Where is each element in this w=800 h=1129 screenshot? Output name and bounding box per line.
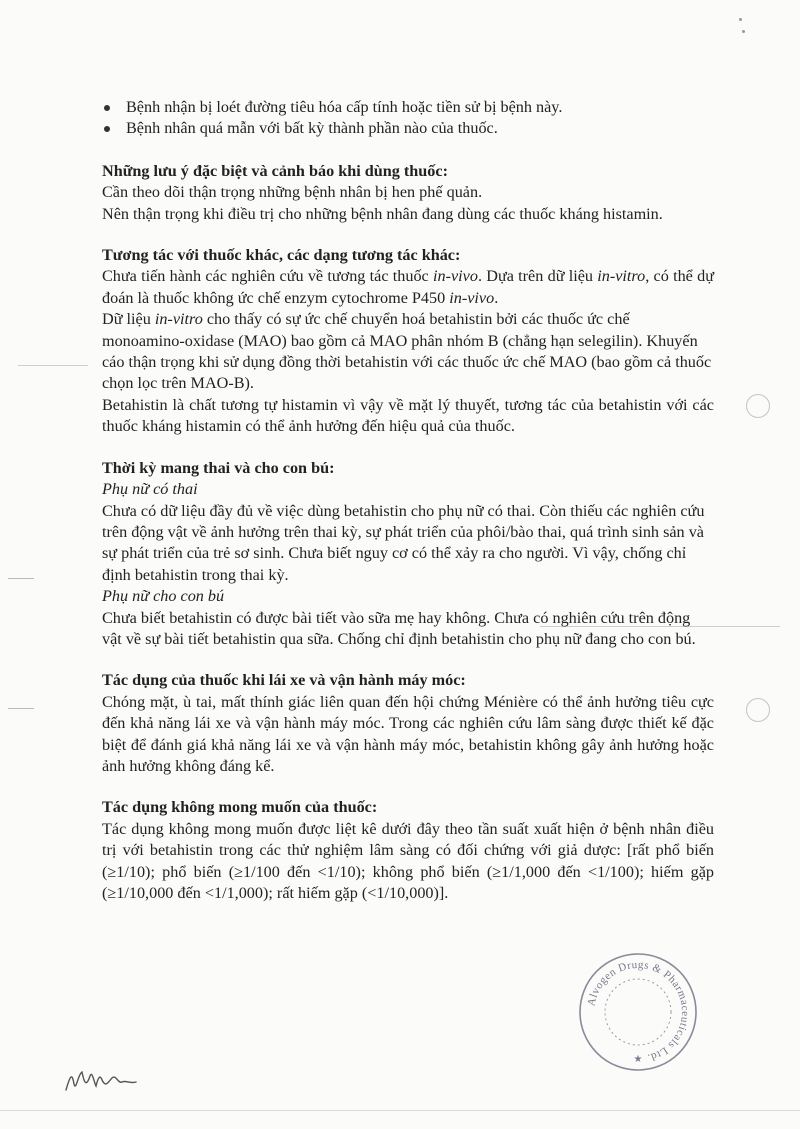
text-run-italic: in-vivo bbox=[449, 288, 495, 307]
driving-heading: Tác dụng của thuốc khi lái xe và vận hành máy móc: bbox=[102, 671, 466, 690]
interactions-paragraph-2 bbox=[102, 309, 714, 395]
breastfeeding-paragraph: Chưa biết betahistin có được bài tiết vào sữa mẹ hay không. Chưa có nghiên cứu trên động vật về sự bài tiết betahistin qua sữa. Chống chỉ định betahistin cho phụ nữ đang cho con bú. bbox=[102, 608, 696, 648]
contraindication-list bbox=[102, 97, 714, 140]
signature bbox=[62, 1062, 142, 1098]
warnings-heading: Những lưu ý đặc biệt và cảnh báo khi dùng thuốc: bbox=[102, 161, 448, 180]
text-run: . bbox=[494, 288, 499, 307]
interactions-section bbox=[102, 245, 714, 438]
adverse-heading: Tác dụng không mong muốn của thuốc: bbox=[102, 798, 378, 817]
driving-section bbox=[102, 670, 714, 777]
list-item: Bệnh nhận bị loét đường tiêu hóa cấp tính hoặc tiền sử bị bệnh này. bbox=[124, 97, 714, 118]
warnings-line-2: Nên thận trọng khi điều trị cho những bệnh nhân đang dùng các thuốc kháng histamin. bbox=[102, 204, 663, 223]
interactions-heading: Tương tác với thuốc khác, các dạng tương tác khác: bbox=[102, 246, 461, 265]
interactions-paragraph-3: Betahistin là chất tương tự histamin vì vậy về mặt lý thuyết, tương tác của betahistin với các thuốc kháng histamin có thể ảnh hưởng đến hiệu quả của thuốc. bbox=[102, 395, 714, 436]
adverse-paragraph: Tác dụng không mong muốn được liệt kê dưới đây theo tần suất xuất hiện ở bệnh nhân điều trị với betahistin trong các thử nghiệm lâm sàng có đối chứng với giả dược: [rất phổ biến (≥1/10); phổ biến (≥1/100 đến <1/10); không phổ biến (≥1/1,000 đến <1/100); hiếm gặp (≥1/10,000 đến <1/1,000); rất hiếm gặp (<1/10,000)]. bbox=[102, 819, 714, 902]
text-run: Chưa tiến hành các nghiên cứu về tương tác thuốc bbox=[102, 267, 433, 286]
interactions-paragraph-1 bbox=[102, 266, 714, 309]
document-body bbox=[102, 97, 714, 904]
warnings-section bbox=[102, 161, 714, 225]
text-run-italic: in-vitro bbox=[154, 310, 203, 329]
pregnancy-section bbox=[102, 458, 714, 651]
punch-hole bbox=[746, 394, 770, 418]
speck bbox=[742, 30, 745, 33]
text-run-italic: in-vitro bbox=[597, 267, 646, 286]
driving-paragraph: Chóng mặt, ù tai, mất thính giác liên quan đến hội chứng Ménière có thể ảnh hưởng tiêu cực đến khả năng lái xe và vận hành máy móc. Trong các nghiên cứu lâm sàng được thiết kế đặc biệt để đánh giá khả năng lái xe và vận hành máy móc, betahistin không gây ảnh hưởng hoặc ảnh hưởng không đáng kể. bbox=[102, 692, 714, 775]
adverse-section bbox=[102, 797, 714, 904]
list-item: Bệnh nhân quá mẫn với bất kỳ thành phần nào của thuốc. bbox=[124, 118, 714, 139]
breastfeeding-subheading: Phụ nữ cho con bú bbox=[102, 587, 225, 606]
stamp-text: Alvogen Drugs & Pharmaceuticals Ltd. bbox=[585, 958, 692, 1064]
scan-line bbox=[0, 1110, 800, 1111]
pregnancy-paragraph: Chưa có dữ liệu đầy đủ về việc dùng betahistin cho phụ nữ có thai. Còn thiếu các nghiên cứu trên động vật về ảnh hưởng trên thai kỳ, sự phát triển của phôi/bào thai, quá trình sinh sản và sự phát triển của trẻ sơ sinh. Chưa biết nguy cơ có thể xảy ra cho người. Vì vậy, chống chỉ định betahistin trong thai kỳ. bbox=[102, 501, 705, 584]
speck bbox=[739, 18, 742, 21]
scan-line bbox=[8, 708, 34, 709]
scan-line bbox=[8, 578, 34, 579]
pregnancy-heading: Thời kỳ mang thai và cho con bú: bbox=[102, 458, 335, 477]
punch-hole bbox=[746, 698, 770, 722]
svg-text:Alvogen Drugs & Pharmaceutical bbox=[585, 959, 691, 1064]
text-run: , có thể dự đoán là thuốc không ức chế enzym cytochrome P450 bbox=[102, 267, 714, 307]
text-run: . Dựa trên dữ liệu bbox=[477, 267, 598, 286]
text-run-italic: in-vivo bbox=[433, 267, 478, 286]
text-run: cho thấy có sự ức chế chuyển hoá betahistin bởi các thuốc ức chế monoamino-oxidase (MAO) bao gồm cả MAO phân nhóm B (chẳng hạn selegilin). Khuyến cáo thận trọng khi sử dụng đồng thời betahistin với các thuốc ức chế MAO (bao gồm cả thuốc chọn lọc trên MAO-B). bbox=[102, 310, 712, 393]
text-run: Dữ liệu bbox=[102, 310, 155, 329]
scan-line bbox=[18, 365, 88, 366]
pregnancy-subheading: Phụ nữ có thai bbox=[102, 480, 198, 499]
warnings-line-1: Cần theo dõi thận trọng những bệnh nhân bị hen phế quản. bbox=[102, 183, 483, 202]
svg-text:★: ★ bbox=[633, 1054, 643, 1065]
company-stamp bbox=[576, 950, 700, 1074]
